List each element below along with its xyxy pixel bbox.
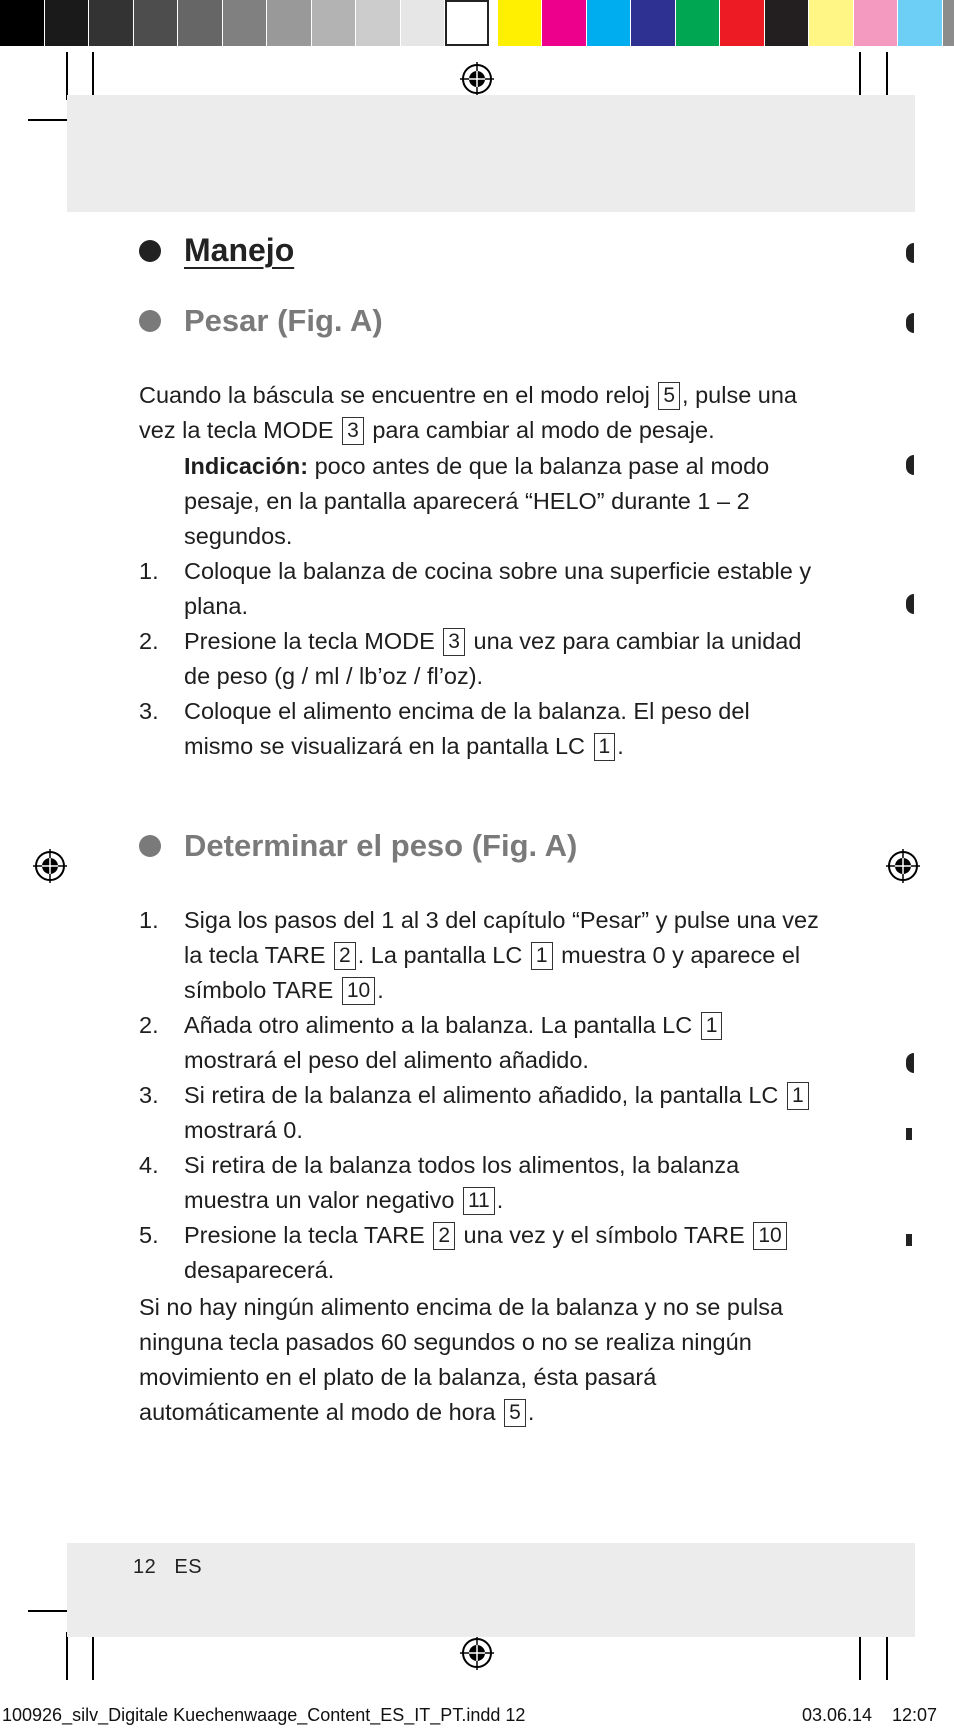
list-item [139,903,819,1008]
note-text: poco antes de que la balanza pase al modo pesaje, en la pantalla aparecerá “HELO” durante 1 – 2 segundos. [184,453,770,549]
ref-number: 10 [753,1222,786,1250]
adjacent-page-edge [906,594,914,614]
crop-mark [859,1632,861,1680]
color-swatch [401,0,445,46]
ref-number: 5 [658,382,680,410]
crop-mark [859,52,861,100]
color-swatch [631,0,675,46]
heading-bullet-icon [139,240,161,262]
slug-date: 03.06.14 [802,1705,873,1725]
step-number: 3. [139,1082,159,1108]
text-run: Si no hay ningún alimento encima de la balanza y no se pulsa ninguna tecla pasados 60 segundos o no se realiza ningún movimiento en el plato de la balanza, ésta pasará automáticamente al modo de hora [139,1294,784,1425]
list-item [139,1078,819,1148]
text-run: mostrará el peso del alimento añadido. [184,1047,589,1073]
list-item [139,694,819,764]
header-band [67,95,915,212]
ref-number: 1 [594,733,616,761]
text-run: una vez para cambiar la unidad de peso (g / ml / lb’oz / fl’oz). [184,628,802,689]
crop-mark [92,52,94,100]
step-number: 3. [139,698,159,724]
weigh-intro [139,378,819,448]
ref-number: 2 [334,942,356,970]
tare-steps [139,903,819,1288]
text-run: para cambiar al modo de pesaje. [365,417,715,443]
text-run: Si retira de la balanza todos los alimentos, la balanza muestra un valor negativo [184,1152,740,1213]
weigh-note [184,449,824,554]
text-run: una vez y el símbolo TARE [457,1222,752,1248]
ref-number: 3 [443,628,465,656]
ref-number: 1 [531,942,553,970]
text-run: muestra 0 y aparece el símbolo TARE [184,942,801,1003]
adjacent-page-edge [906,1053,914,1073]
list-item [139,1218,819,1288]
subsection-heading-tare [139,828,577,864]
subsection-heading-weigh [139,303,383,339]
text-run: , pulse una vez la tecla MODE [139,382,798,443]
ref-number: 2 [433,1222,455,1250]
step-number: 1. [139,558,159,584]
text-run: desaparecerá. [184,1257,335,1283]
color-swatch [223,0,267,46]
page-footer [133,1556,202,1579]
text-run: mostrará 0. [184,1117,303,1143]
text-run: . [617,733,624,759]
color-swatch [312,0,356,46]
color-swatch [542,0,586,46]
color-swatch [676,0,720,46]
color-swatch [498,0,542,46]
step-number: 2. [139,1012,159,1038]
registration-mark-icon [460,1636,494,1670]
text-run: . La pantalla LC [357,942,529,968]
text-run: Coloque el alimento encima de la balanza. El peso del mismo se visualizará en la pantalla LC [184,698,750,759]
color-swatch [587,0,631,46]
text-run: Cuando la báscula se encuentre en el modo reloj [139,382,657,408]
color-swatch [178,0,222,46]
ref-number: 1 [701,1012,723,1040]
adjacent-page-edge [906,1234,912,1246]
color-swatch [134,0,178,46]
registration-mark-icon [460,62,494,96]
section-heading [139,232,294,269]
slug-filename: 100926_silv_Digitale Kuechenwaage_Content_ES_IT_PT.indd 12 [2,1705,526,1725]
color-swatch [854,0,898,46]
step-number: 4. [139,1152,159,1178]
subsection-title: Determinar el peso (Fig. A) [184,828,578,863]
text-run: Siga los pasos del 1 al 3 del capítulo “Pesar” y pulse una vez la tecla TARE [184,907,819,968]
heading-bullet-icon [139,310,161,332]
list-item [139,1008,819,1078]
text-run: Presione la tecla MODE [184,628,442,654]
crop-mark [66,1632,68,1680]
text-run: . [527,1399,535,1425]
ref-number: 11 [463,1187,495,1215]
crop-mark [66,52,68,100]
text-run: Coloque la balanza de cocina sobre una superficie estable y plana. [184,558,812,619]
text-run: . [377,977,384,1003]
color-swatch [89,0,133,46]
language-code: ES [174,1556,203,1578]
registration-mark-icon [886,849,920,883]
color-swatch [898,0,942,46]
ref-number: 5 [504,1399,526,1427]
text-run: Añada otro alimento a la balanza. La pantalla LC [184,1012,699,1038]
color-swatch [356,0,400,46]
color-swatch [765,0,809,46]
color-swatch [267,0,311,46]
step-number: 5. [139,1222,159,1248]
list-item [139,554,819,624]
text-run: . [496,1187,504,1213]
text-run: Presione la tecla TARE [184,1222,432,1248]
ref-number: 10 [342,977,375,1005]
tare-outro [139,1290,819,1430]
registration-mark-icon [33,849,67,883]
color-swatch [45,0,89,46]
slug-time: 12:07 [892,1705,938,1725]
heading-bullet-icon [139,835,161,857]
page-number: 12 [133,1556,157,1578]
adjacent-page-edge [906,455,914,475]
adjacent-page-edge [906,1128,912,1140]
adjacent-page-edge [906,243,914,263]
step-number: 2. [139,628,159,654]
crop-mark [92,1632,94,1680]
list-item [139,624,819,694]
section-title: Manejo [184,232,295,268]
adjacent-page-edge [906,313,914,333]
color-swatch [720,0,764,46]
text-run: Si retira de la balanza el alimento añadido, la pantalla LC [184,1082,785,1108]
step-number: 1. [139,907,159,933]
print-color-bar [0,0,954,46]
color-swatch [943,0,954,46]
crop-mark [886,1632,888,1680]
weigh-steps [139,554,819,764]
list-item [139,1148,819,1218]
color-swatch [809,0,853,46]
color-swatch [445,0,489,46]
color-swatch [0,0,44,46]
note-label: Indicación: [184,453,309,479]
crop-mark [886,52,888,100]
ref-number: 1 [787,1082,809,1110]
ref-number: 3 [342,417,364,445]
subsection-title: Pesar (Fig. A) [184,303,383,338]
